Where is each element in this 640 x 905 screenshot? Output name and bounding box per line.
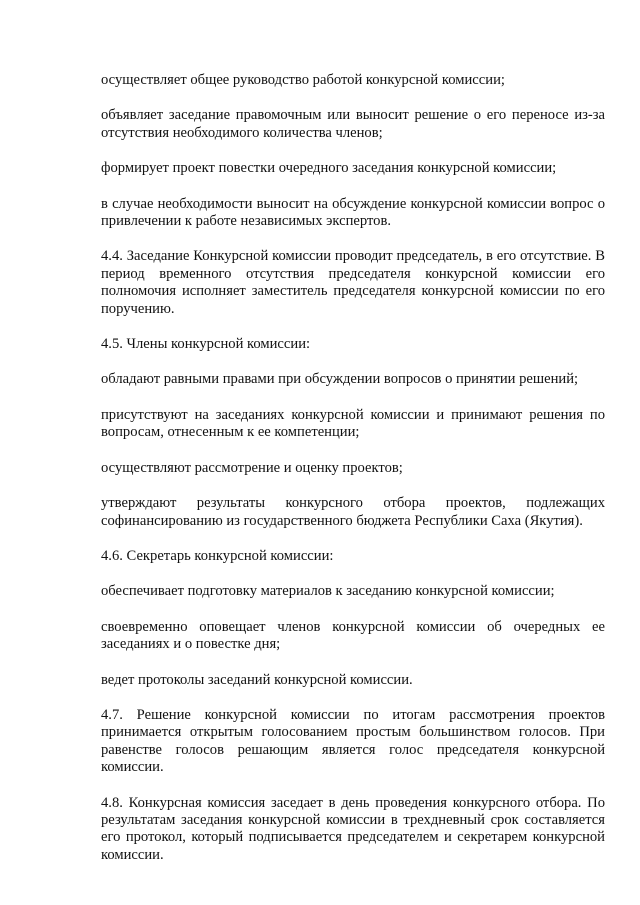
paragraph-clause-4-7: 4.7. Решение конкурсной комиссии по итогам рассмотрения проектов принимается открытым голосованием простым большинством голосов. При равенстве голосов решающим является голос председателя конкурсной комиссии. [101, 706, 605, 776]
paragraph-secretary-materials: обеспечивает подготовку материалов к заседанию конкурсной комиссии; [101, 583, 555, 600]
paragraph-secretary-notify: своевременно оповещает членов конкурсной комиссии об очередных ее заседаниях и о повестке дня; [101, 618, 605, 653]
paragraph-members-attend: присутствуют на заседаниях конкурсной комиссии и принимают решения по вопросам, отнесенным к ее компетенции; [101, 406, 605, 441]
paragraph-clause-4-4: 4.4. Заседание Конкурсной комиссии проводит председатель, в его отсутствие. В период временного отсутствия председателя конкурсной комиссии его полномочия исполняет заместитель председателя конкурсной комиссии по его поручению. [101, 248, 605, 317]
paragraph-members-equal-rights: обладают равными правами при обсуждении вопросов о принятии решений; [101, 371, 579, 388]
paragraph-secretary-minutes: ведет протоколы заседаний конкурсной комиссии. [101, 671, 413, 688]
paragraph-members-approve: утверждают результаты конкурсного отбора проектов, подлежащих софинансированию из государственного бюджета Республики Саха (Якутия). [101, 495, 605, 529]
paragraph-members-review: осуществляют рассмотрение и оценку проектов; [101, 459, 403, 476]
paragraph-clause-4-6-heading: 4.6. Секретарь конкурсной комиссии: [101, 547, 334, 564]
paragraph-chairman-agenda: формирует проект повестки очередного заседания конкурсной комиссии; [101, 160, 557, 177]
paragraph-chairman-experts: в случае необходимости выносит на обсуждение конкурсной комиссии вопрос о привлечении к работе независимых экспертов. [101, 195, 605, 230]
document-body [101, 72, 605, 882]
paragraph-chairman-general-management: осуществляет общее руководство работой конкурсной комиссии; [101, 72, 505, 88]
paragraph-clause-4-8: 4.8. Конкурсная комиссия заседает в день проведения конкурсного отбора. По результатам заседания конкурсной комиссии в трехдневный срок составляется его протокол, который подписывается председателем и секретарем конкурсной комиссии. [101, 794, 605, 863]
paragraph-clause-4-5-heading: 4.5. Члены конкурсной комиссии: [101, 336, 311, 353]
paragraph-chairman-quorum: объявляет заседание правомочным или выносит решение о его переносе из-за отсутствия необходимого количества членов; [101, 107, 605, 141]
